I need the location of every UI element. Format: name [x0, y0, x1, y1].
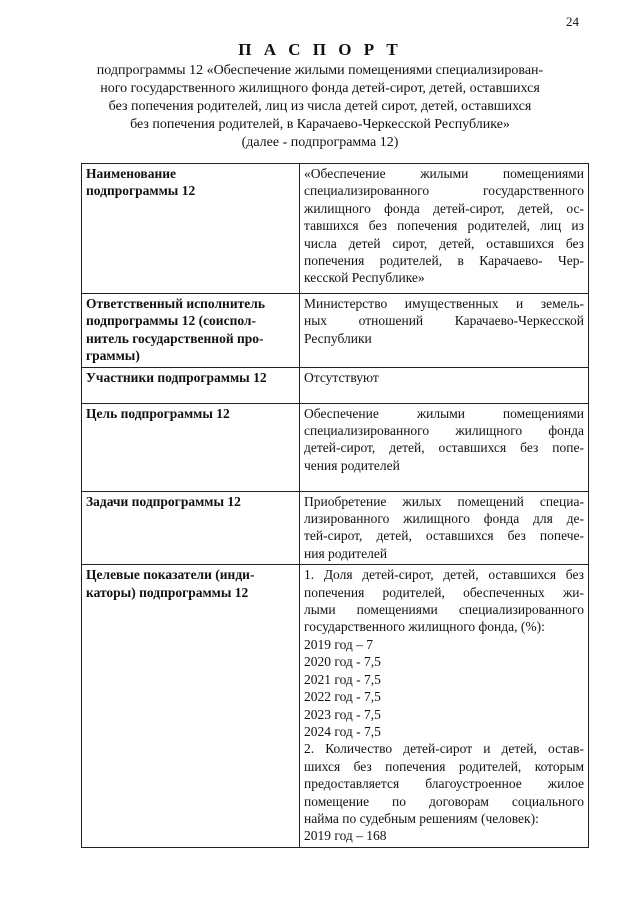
row-label — [82, 491, 300, 565]
value-line: Приобретение жилых помещений специа- — [304, 493, 584, 509]
value-line: 2021 год - 7,5 — [304, 671, 381, 687]
label-line: Ответственный исполнитель — [86, 296, 265, 311]
row-label — [82, 164, 300, 294]
value-line: 2019 год – 7 — [304, 636, 374, 652]
table-row-goal — [82, 403, 589, 491]
table-row-participants — [82, 367, 589, 403]
row-label — [82, 367, 300, 403]
table-row-indicators — [82, 565, 589, 848]
label-line: Участники подпрограммы 12 — [86, 369, 267, 385]
page-number: 24 — [566, 14, 579, 29]
passport-table — [81, 163, 589, 848]
value-line: 2019 год – 168 — [304, 828, 387, 844]
value-line: 2024 год - 7,5 — [304, 723, 381, 739]
value-line: жилищного фонда детей-сирот, детей, ос- — [304, 200, 584, 216]
subtitle-line: (далее - подпрограмма 12) — [241, 135, 399, 150]
value-line: ния родителей — [304, 545, 388, 561]
label-line: нитель государственной про- — [86, 330, 264, 346]
table-row-name — [82, 164, 589, 294]
row-value — [300, 164, 589, 294]
label-line: Наименование — [86, 166, 176, 181]
value-line: чения родителей — [304, 457, 400, 473]
subtitle-line: без попечения родителей, лиц из числа детей сирот, детей, оставшихся — [108, 99, 532, 114]
row-value — [300, 367, 589, 403]
row-label — [82, 294, 300, 368]
value-line: специализированного государственного — [304, 183, 584, 199]
label-line: подпрограммы 12 — [86, 183, 196, 199]
value-line: государственного жилищного фонда, (%): — [304, 619, 545, 635]
value-line: ных отношений Карачаево-Черкесской — [304, 313, 584, 329]
label-line: подпрограммы 12 (соиспол- — [86, 313, 257, 329]
value-line: 1. Доля детей-сирот, детей, оставшихся без — [304, 567, 584, 583]
value-line: лизированного жилищного фонда для де- — [304, 511, 584, 527]
row-value — [300, 565, 589, 848]
value-line: 2023 год - 7,5 — [304, 706, 381, 722]
value-line: шихся без попечения родителей, которым — [304, 758, 584, 774]
value-line: найма по судебным решениям (человек): — [304, 810, 539, 826]
subtitle-line: подпрограммы 12 «Обеспечение жилыми помещениями специализирован- — [96, 63, 544, 78]
row-value — [300, 403, 589, 491]
passport-subtitle — [60, 62, 580, 152]
value-line: 2022 год - 7,5 — [304, 689, 381, 705]
subtitle-line: без попечения родителей, в Карачаево-Черкесской Республике» — [130, 117, 510, 132]
table-row-executor — [82, 294, 589, 368]
label-line: Задачи подпрограммы 12 — [86, 493, 241, 509]
value-line: Министерство имущественных и земель- — [304, 296, 584, 311]
value-line: кесской Республике» — [304, 270, 425, 286]
label-line: Целевые показатели (инди- — [86, 567, 255, 583]
label-line: каторы) подпрограммы 12 — [86, 584, 249, 600]
label-line: граммы) — [86, 348, 140, 364]
row-label — [82, 565, 300, 848]
value-line: помещение по договорам социального — [304, 793, 584, 809]
value-line: предоставляется благоустроенное жилое — [304, 776, 584, 792]
label-line: Цель подпрограммы 12 — [86, 405, 230, 421]
subtitle-line: ного государственного жилищного фонда детей-сирот, детей, оставшихся — [100, 81, 540, 96]
value-line: тавшихся без попечения родителей, лиц из — [304, 218, 584, 234]
value-line: детей-сирот, детей, оставшихся без попе- — [304, 440, 584, 456]
value-line: Обеспечение жилыми помещениями — [304, 405, 584, 421]
value-line: попечения родителей, в Карачаево- Чер- — [304, 253, 584, 269]
row-value — [300, 491, 589, 565]
value-line: специализированного жилищного фонда — [304, 423, 584, 439]
row-value — [300, 294, 589, 368]
value-line: лыми помещениями специализированного — [304, 602, 584, 618]
value-line: числа детей сирот, детей, оставшихся без — [304, 235, 584, 251]
table-row-tasks — [82, 491, 589, 565]
value-line: тей-сирот, детей, оставшихся без попече- — [304, 528, 584, 544]
value-line: 2020 год - 7,5 — [304, 654, 381, 670]
value-line: Республики — [304, 330, 372, 346]
value-line: 2. Количество детей-сирот и детей, остав- — [304, 741, 584, 757]
value-line: Отсутствуют — [304, 369, 379, 385]
passport-title: П А С П О Р Т — [238, 40, 402, 59]
row-label — [82, 403, 300, 491]
value-line: попечения родителей, обеспеченных жи- — [304, 584, 584, 600]
value-line: «Обеспечение жилыми помещениями — [304, 166, 584, 181]
